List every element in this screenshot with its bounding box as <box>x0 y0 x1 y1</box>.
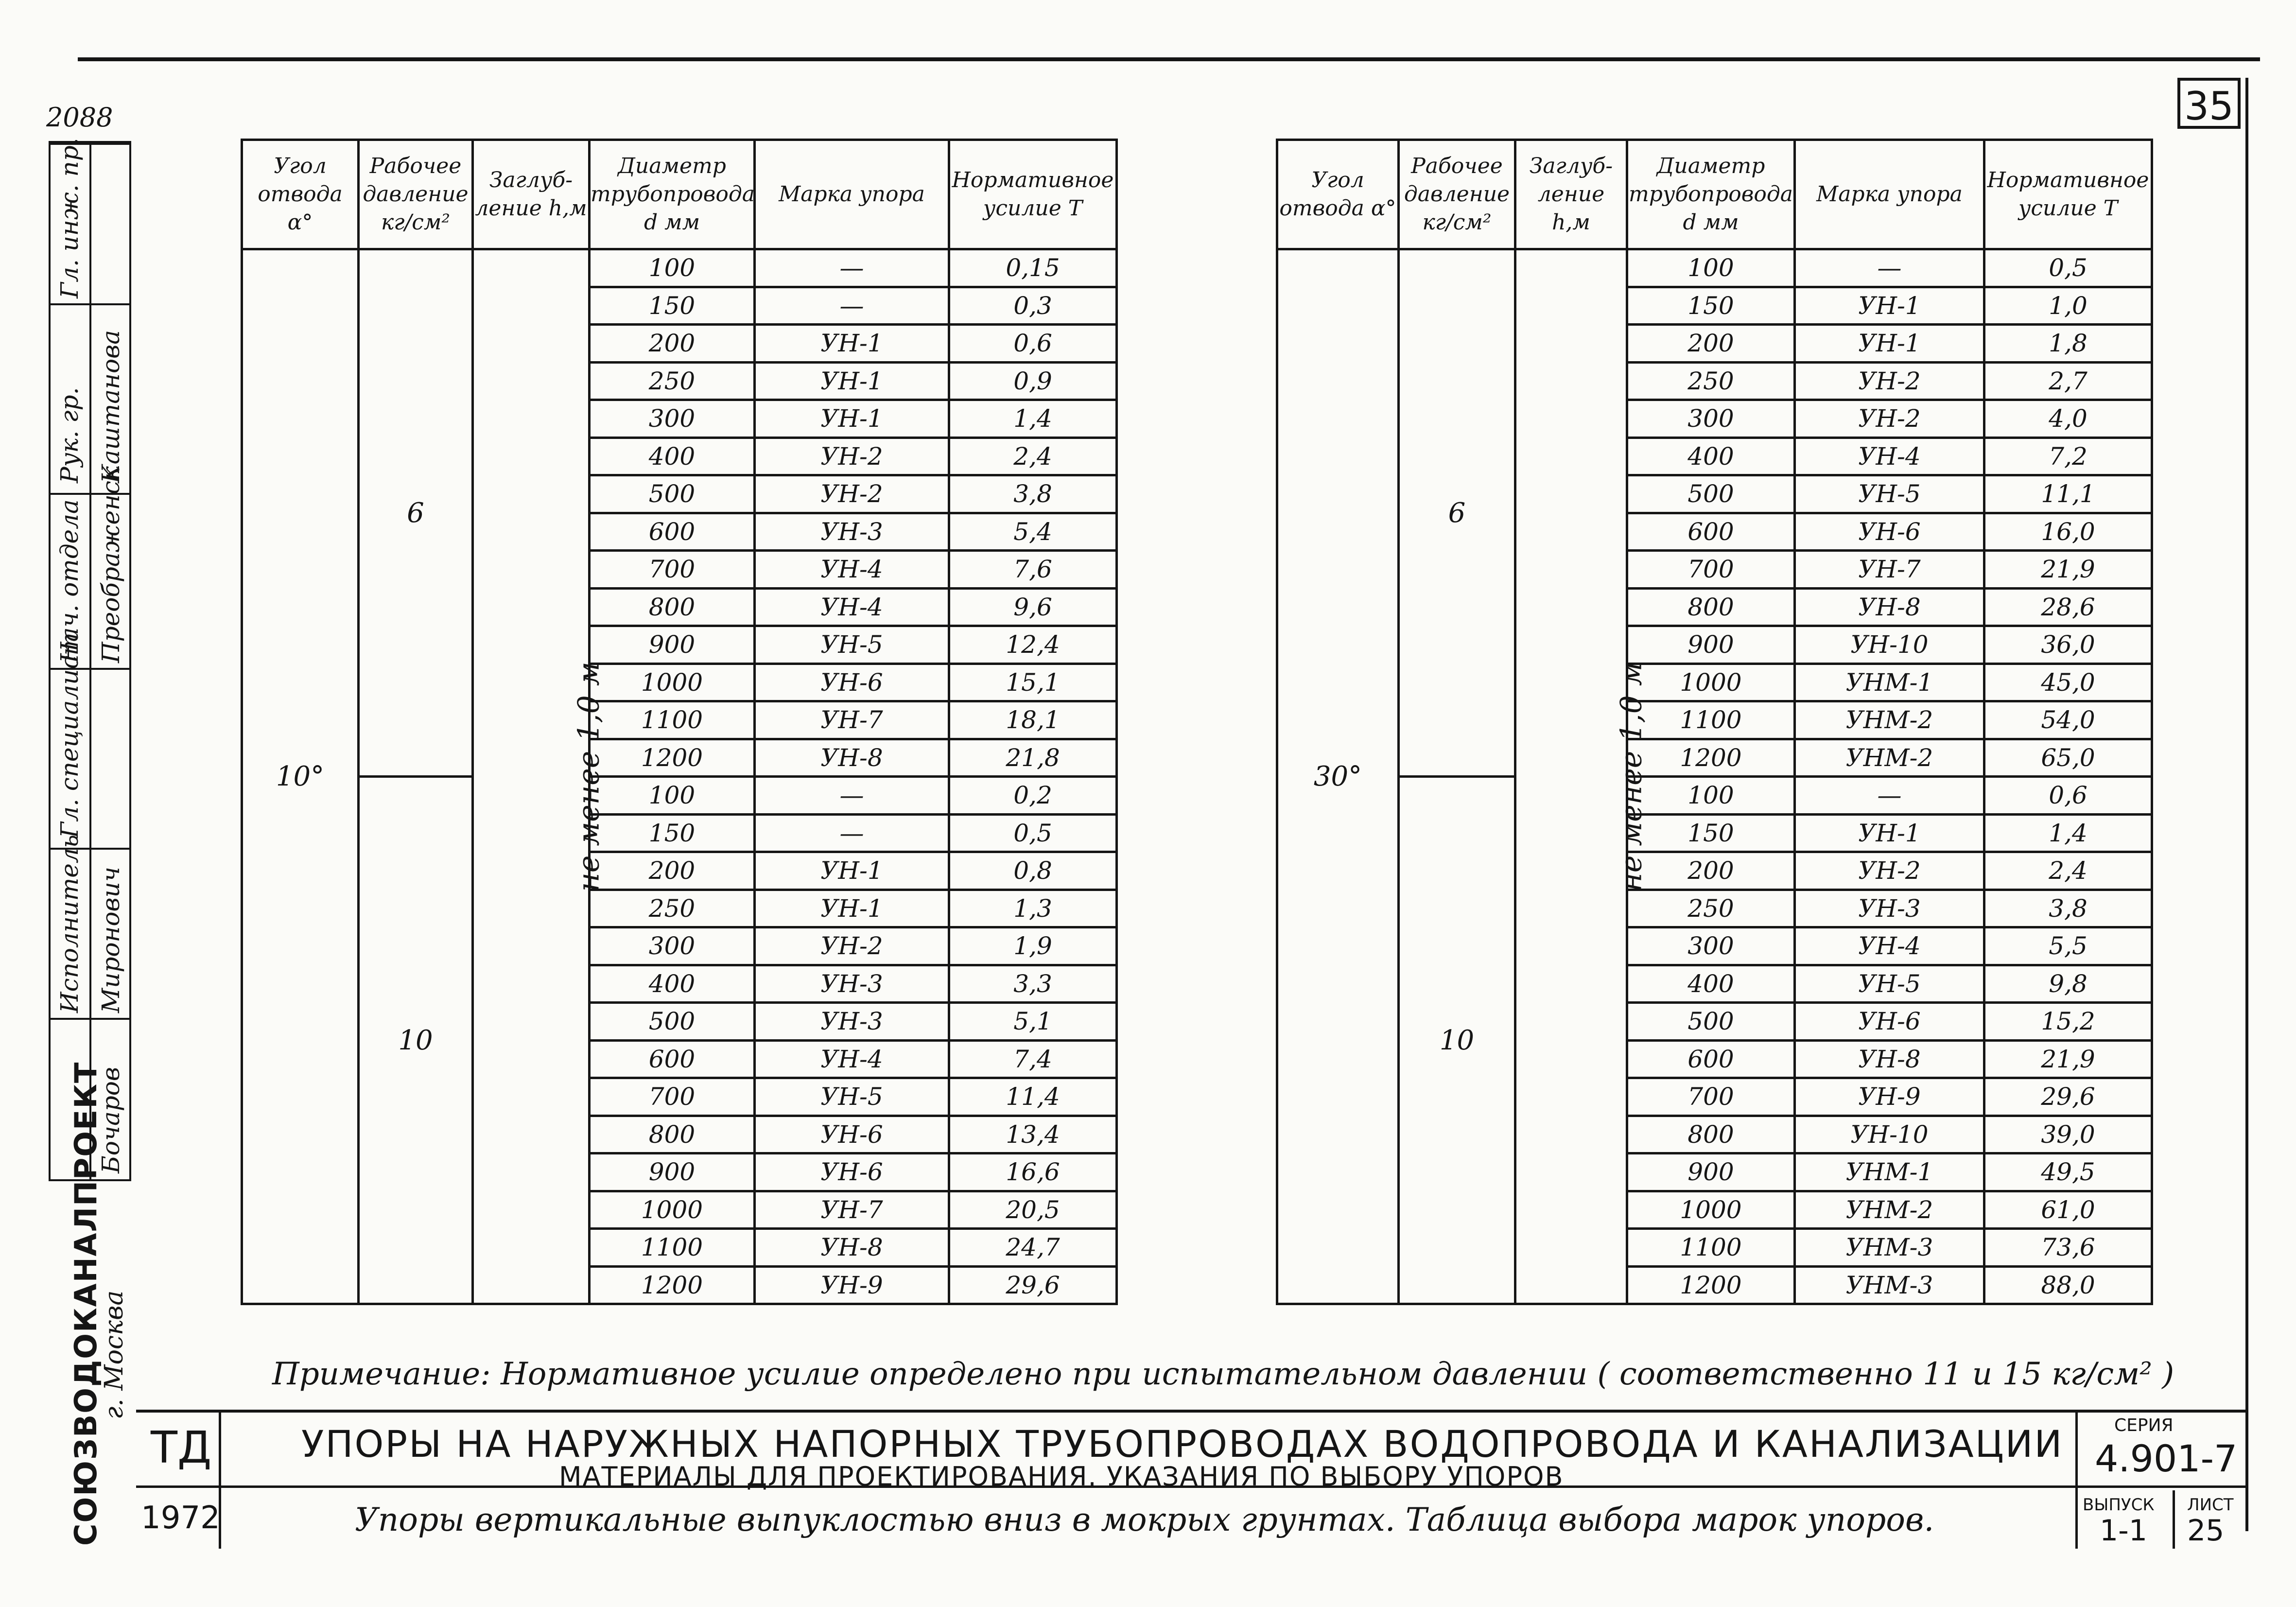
diameter-cell: 700 <box>590 551 755 589</box>
subtitle: МАТЕРИАЛЫ ДЛЯ ПРОЕКТИРОВАНИЯ. УКАЗАНИЯ ПО ВЫБОРУ УПОРОВ <box>559 1461 1564 1492</box>
mark-cell: УН-8 <box>1795 1040 1984 1078</box>
force-cell: 5,4 <box>949 513 1117 551</box>
force-cell: 1,9 <box>949 927 1117 965</box>
force-cell: 45,0 <box>1984 664 2152 701</box>
mark-cell: УН-4 <box>755 588 949 626</box>
force-cell: 3,8 <box>949 475 1117 513</box>
mark-cell: УН-1 <box>755 325 949 363</box>
force-cell: 54,0 <box>1984 701 2152 739</box>
year: 1972 <box>141 1500 220 1536</box>
mark-cell: УНМ-2 <box>1795 1191 1984 1229</box>
document-number: 2088 <box>46 102 113 133</box>
diameter-cell: 150 <box>1627 287 1795 325</box>
table-row <box>1277 249 2152 287</box>
header-pressure: Рабочее давление кг/см² <box>1399 140 1515 249</box>
diameter-cell: 250 <box>590 890 755 927</box>
diameter-cell: 200 <box>1627 325 1795 363</box>
force-cell: 0,6 <box>949 325 1117 363</box>
force-cell: 7,4 <box>949 1040 1117 1078</box>
top-border-line <box>78 57 2260 61</box>
diameter-cell: 1100 <box>590 1229 755 1267</box>
diameter-cell: 1100 <box>1627 1229 1795 1267</box>
mark-cell: УНМ-3 <box>1795 1229 1984 1267</box>
depth-cell <box>473 249 606 1304</box>
header-angle: Угол отвода α° <box>242 140 359 249</box>
diameter-cell: 800 <box>590 588 755 626</box>
mark-cell: УН-1 <box>755 890 949 927</box>
stamp-name: Каштанова <box>97 330 125 483</box>
left-selection-table <box>241 139 1118 1305</box>
force-cell: 0,15 <box>949 249 1117 287</box>
force-cell: 3,8 <box>1984 890 2152 927</box>
right-selection-table <box>1276 139 2153 1305</box>
diameter-cell: 100 <box>590 777 755 815</box>
mark-cell: УН-8 <box>755 1229 949 1267</box>
diameter-cell: 700 <box>590 1078 755 1116</box>
force-cell: 18,1 <box>949 701 1117 739</box>
mark-cell: — <box>755 814 949 852</box>
diameter-cell: 900 <box>590 626 755 664</box>
diameter-cell: 300 <box>1627 927 1795 965</box>
force-cell: 9,8 <box>1984 965 2152 1003</box>
force-cell: 7,6 <box>949 551 1117 589</box>
force-cell: 61,0 <box>1984 1191 2152 1229</box>
mark-cell: УН-3 <box>755 1003 949 1041</box>
mark-cell: УН-2 <box>755 927 949 965</box>
sheet-value: 25 <box>2187 1514 2225 1548</box>
diameter-cell: 1200 <box>1627 739 1795 777</box>
diameter-cell: 1100 <box>1627 701 1795 739</box>
diameter-cell: 1200 <box>590 1266 755 1304</box>
force-cell: 2,4 <box>1984 852 2152 890</box>
diameter-cell: 100 <box>1627 777 1795 815</box>
force-cell: 5,1 <box>949 1003 1117 1041</box>
diameter-cell: 500 <box>590 475 755 513</box>
mark-cell: — <box>755 777 949 815</box>
approval-stamp <box>49 138 131 1181</box>
header-diameter: Диаметр трубопровода d мм <box>590 140 755 249</box>
document-type-mark: ТД <box>151 1422 212 1473</box>
mark-cell: УН-1 <box>1795 325 1984 363</box>
organization-city: г. Москва <box>100 1290 129 1419</box>
mark-cell: УНМ-2 <box>1795 739 1984 777</box>
mark-cell: УН-3 <box>755 965 949 1003</box>
note-text: Примечание: Нормативное усилие определено при испытательном давлении ( соответственно 11 и 15 кг/см² ) <box>272 1356 2174 1392</box>
force-cell: 11,4 <box>949 1078 1117 1116</box>
mark-cell: УН-9 <box>755 1266 949 1304</box>
diameter-cell: 800 <box>1627 588 1795 626</box>
force-cell: 15,2 <box>1984 1003 2152 1041</box>
diameter-cell: 400 <box>1627 965 1795 1003</box>
diameter-cell: 100 <box>1627 249 1795 287</box>
mark-cell: УН-1 <box>755 400 949 438</box>
mark-cell: УН-2 <box>1795 400 1984 438</box>
mark-cell: УН-5 <box>755 626 949 664</box>
force-cell: 4,0 <box>1984 400 2152 438</box>
pressure-cell: 10 <box>1399 777 1515 1304</box>
mark-cell: УН-8 <box>755 739 949 777</box>
force-cell: 21,9 <box>1984 1040 2152 1078</box>
force-cell: 0,8 <box>949 852 1117 890</box>
stamp-role: Исполнитель <box>55 835 84 1013</box>
diameter-cell: 600 <box>590 1040 755 1078</box>
diameter-cell: 400 <box>590 965 755 1003</box>
header-force: Нормативное усилие Т <box>1984 140 2152 249</box>
diameter-cell: 800 <box>590 1116 755 1153</box>
mark-cell: УН-5 <box>1795 475 1984 513</box>
mark-cell: УН-3 <box>755 513 949 551</box>
force-cell: 65,0 <box>1984 739 2152 777</box>
force-cell: 7,2 <box>1984 437 2152 475</box>
header-pressure: Рабочее давление кг/см² <box>359 140 473 249</box>
header-mark: Марка упора <box>1795 140 1984 249</box>
force-cell: 36,0 <box>1984 626 2152 664</box>
diameter-cell: 500 <box>590 1003 755 1041</box>
diameter-cell: 400 <box>590 437 755 475</box>
force-cell: 20,5 <box>949 1191 1117 1229</box>
diameter-cell: 150 <box>1627 814 1795 852</box>
mark-cell: УН-2 <box>1795 362 1984 400</box>
mark-cell: УН-7 <box>755 701 949 739</box>
mark-cell: УН-7 <box>1795 551 1984 589</box>
diameter-cell: 700 <box>1627 1078 1795 1116</box>
stamp-role: Нач. отдела <box>55 499 84 663</box>
force-cell: 0,6 <box>1984 777 2152 815</box>
diameter-cell: 700 <box>1627 551 1795 589</box>
stamp-role: Гл. специалист <box>55 632 84 838</box>
diameter-cell: 300 <box>1627 400 1795 438</box>
mark-cell: УН-5 <box>1795 965 1984 1003</box>
mark-cell: УН-6 <box>755 664 949 701</box>
mark-cell: УНМ-1 <box>1795 664 1984 701</box>
title-block <box>136 1410 2245 1549</box>
depth-value: не менее 1,0 м <box>572 661 606 892</box>
table-row <box>242 249 1117 287</box>
diameter-cell: 1000 <box>590 1191 755 1229</box>
diameter-cell: 500 <box>1627 475 1795 513</box>
series-label: СЕРИЯ <box>2114 1415 2174 1435</box>
mark-cell: УН-6 <box>1795 1003 1984 1041</box>
angle-cell: 10° <box>242 249 359 1304</box>
mark-cell: УН-6 <box>755 1153 949 1191</box>
force-cell: 16,0 <box>1984 513 2152 551</box>
diameter-cell: 1000 <box>1627 1191 1795 1229</box>
mark-cell: УНМ-2 <box>1795 701 1984 739</box>
force-cell: 1,4 <box>949 400 1117 438</box>
diameter-cell: 1100 <box>590 701 755 739</box>
organization-name: СОЮЗВОДОКАНАЛПРОЕКТ <box>68 1061 104 1546</box>
force-cell: 11,1 <box>1984 475 2152 513</box>
left-table-body <box>242 249 1117 1304</box>
header-mark: Марка упора <box>755 140 949 249</box>
header-depth: Заглуб- ление h,м <box>1515 140 1627 249</box>
stamp-name: Миронович <box>97 867 125 1013</box>
stamp-role: Рук. гр. <box>55 387 84 483</box>
diameter-cell: 1200 <box>590 739 755 777</box>
force-cell: 29,6 <box>1984 1078 2152 1116</box>
mark-cell: УН-1 <box>755 362 949 400</box>
mark-cell: УН-9 <box>1795 1078 1984 1116</box>
force-cell: 2,4 <box>949 437 1117 475</box>
force-cell: 1,8 <box>1984 325 2152 363</box>
diameter-cell: 800 <box>1627 1116 1795 1153</box>
mark-cell: УН-2 <box>1795 852 1984 890</box>
diameter-cell: 1200 <box>1627 1266 1795 1304</box>
right-border-line <box>2245 78 2248 1531</box>
issue-value: 1-1 <box>2100 1514 2147 1548</box>
pressure-cell: 6 <box>359 249 473 777</box>
diameter-cell: 300 <box>590 927 755 965</box>
mark-cell: УН-5 <box>755 1078 949 1116</box>
force-cell: 2,7 <box>1984 362 2152 400</box>
mark-cell: УН-1 <box>755 852 949 890</box>
mark-cell: УН-8 <box>1795 588 1984 626</box>
mark-cell: УН-2 <box>755 475 949 513</box>
angle-cell: 30° <box>1277 249 1399 1304</box>
stamp-name: Преображенск <box>97 466 125 663</box>
force-cell: 9,6 <box>949 588 1117 626</box>
force-cell: 73,6 <box>1984 1229 2152 1267</box>
force-cell: 5,5 <box>1984 927 2152 965</box>
diameter-cell: 200 <box>1627 852 1795 890</box>
force-cell: 13,4 <box>949 1116 1117 1153</box>
force-cell: 0,5 <box>949 814 1117 852</box>
mark-cell: УН-1 <box>1795 287 1984 325</box>
diameter-cell: 250 <box>590 362 755 400</box>
depth-value: не менее 1,0 м <box>1614 661 1649 892</box>
sheet-label: ЛИСТ <box>2187 1495 2234 1515</box>
diameter-cell: 100 <box>590 249 755 287</box>
mark-cell: УНМ-1 <box>1795 1153 1984 1191</box>
issue-label: ВЫПУСК <box>2083 1495 2155 1515</box>
diameter-cell: 400 <box>1627 437 1795 475</box>
force-cell: 1,4 <box>1984 814 2152 852</box>
force-cell: 0,2 <box>949 777 1117 815</box>
diameter-cell: 250 <box>1627 890 1795 927</box>
force-cell: 29,6 <box>949 1266 1117 1304</box>
pressure-cell: 6 <box>1399 249 1515 777</box>
depth-cell <box>1515 249 1649 1304</box>
force-cell: 16,6 <box>949 1153 1117 1191</box>
mark-cell: УНМ-3 <box>1795 1266 1984 1304</box>
header-angle: Угол отвода α° <box>1277 140 1399 249</box>
diameter-cell: 600 <box>1627 513 1795 551</box>
force-cell: 0,3 <box>949 287 1117 325</box>
mark-cell: УН-10 <box>1795 626 1984 664</box>
force-cell: 24,7 <box>949 1229 1117 1267</box>
force-cell: 0,9 <box>949 362 1117 400</box>
diameter-cell: 900 <box>1627 1153 1795 1191</box>
diameter-cell: 500 <box>1627 1003 1795 1041</box>
stamp-name: Бочаров <box>97 1067 125 1173</box>
diameter-cell: 900 <box>1627 626 1795 664</box>
diameter-cell: 200 <box>590 852 755 890</box>
diameter-cell: 1000 <box>1627 664 1795 701</box>
force-cell: 12,4 <box>949 626 1117 664</box>
mark-cell: УН-10 <box>1795 1116 1984 1153</box>
sheet-description: Упоры вертикальные выпуклостью вниз в мокрых грунтах. Таблица выбора марок упоров. <box>355 1501 1934 1538</box>
mark-cell: УН-1 <box>1795 814 1984 852</box>
header-force: Нормативное усилие Т <box>949 140 1117 249</box>
stamp-role: Гл. инж. пр. <box>55 138 84 298</box>
header-depth: Заглуб- ление h,м <box>473 140 590 249</box>
diameter-cell: 300 <box>590 400 755 438</box>
mark-cell: — <box>1795 777 1984 815</box>
mark-cell: УН-4 <box>755 1040 949 1078</box>
diameter-cell: 250 <box>1627 362 1795 400</box>
force-cell: 21,8 <box>949 739 1117 777</box>
mark-cell: — <box>1795 249 1984 287</box>
mark-cell: УН-2 <box>755 437 949 475</box>
page-number: 35 <box>2177 78 2241 129</box>
mark-cell: УН-7 <box>755 1191 949 1229</box>
force-cell: 3,3 <box>949 965 1117 1003</box>
pressure-cell: 10 <box>359 777 473 1304</box>
mark-cell: — <box>755 287 949 325</box>
force-cell: 15,1 <box>949 664 1117 701</box>
diameter-cell: 900 <box>590 1153 755 1191</box>
force-cell: 49,5 <box>1984 1153 2152 1191</box>
right-table-body <box>1277 249 2152 1304</box>
table-row <box>242 777 1117 815</box>
mark-cell: УН-4 <box>1795 437 1984 475</box>
diameter-cell: 600 <box>590 513 755 551</box>
mark-cell: УН-3 <box>1795 890 1984 927</box>
mark-cell: УН-6 <box>1795 513 1984 551</box>
diameter-cell: 150 <box>590 287 755 325</box>
force-cell: 1,3 <box>949 890 1117 927</box>
force-cell: 39,0 <box>1984 1116 2152 1153</box>
force-cell: 28,6 <box>1984 588 2152 626</box>
force-cell: 21,9 <box>1984 551 2152 589</box>
diameter-cell: 600 <box>1627 1040 1795 1078</box>
series-value: 4.901-7 <box>2095 1437 2238 1480</box>
force-cell: 88,0 <box>1984 1266 2152 1304</box>
mark-cell: — <box>755 249 949 287</box>
header-diameter: Диаметр трубопровода d мм <box>1627 140 1795 249</box>
diameter-cell: 200 <box>590 325 755 363</box>
mark-cell: УН-4 <box>755 551 949 589</box>
mark-cell: УН-6 <box>755 1116 949 1153</box>
force-cell: 1,0 <box>1984 287 2152 325</box>
diameter-cell: 1000 <box>590 664 755 701</box>
diameter-cell: 150 <box>590 814 755 852</box>
mark-cell: УН-4 <box>1795 927 1984 965</box>
table-row <box>1277 777 2152 815</box>
force-cell: 0,5 <box>1984 249 2152 287</box>
main-title: УПОРЫ НА НАРУЖНЫХ НАПОРНЫХ ТРУБОПРОВОДАХ ВОДОПРОВОДА И КАНАЛИЗАЦИИ <box>301 1422 2064 1466</box>
